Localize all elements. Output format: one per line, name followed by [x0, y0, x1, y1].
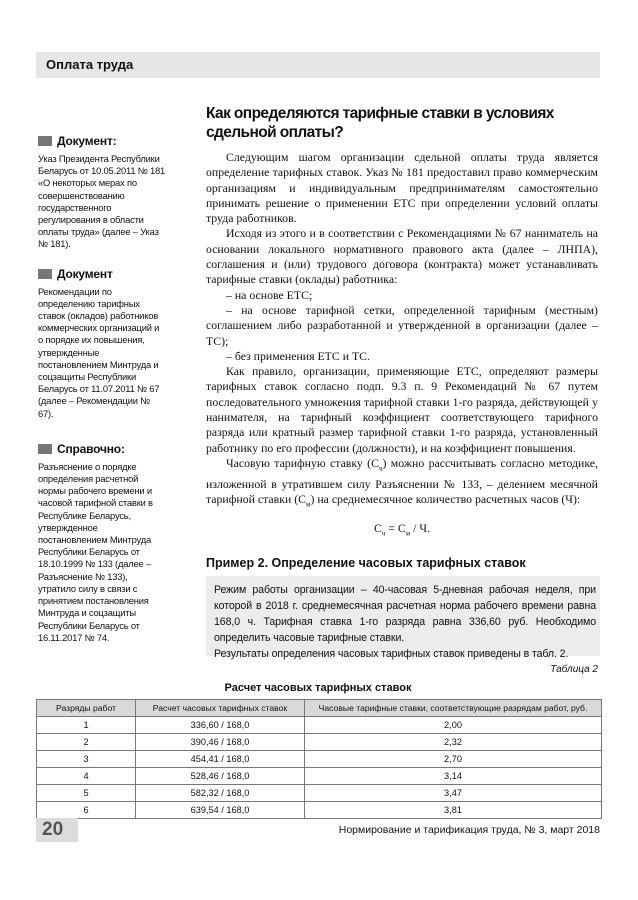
- table-cell: 639,54 / 168,0: [136, 802, 305, 819]
- table-cell: 4: [37, 768, 136, 785]
- sidebar-block-recommendations: [38, 267, 166, 420]
- example-box: [206, 576, 600, 660]
- list-item: – на основе ЕТС;: [226, 287, 313, 302]
- section-header-bar: [36, 52, 600, 78]
- table-row: [37, 768, 602, 785]
- sidebar-text: Указ Президента Республики Беларусь от 10.05.2011 № 181 «О некоторых мерах по совершенствованию государственного регулирования в области оплаты труда» (далее – Указ № 181).: [38, 153, 166, 250]
- table-cell: 582,32 / 168,0: [136, 785, 305, 802]
- paragraph: Следующим шагом организации сдельной оплаты труда является определение тарифных ставок. Указ № 181 предоставил право коммерческим организациям и индивидуальным предпринимателям самостоятельно принимать решение о применении ЕТС при определении условий оплаты труда работников.: [206, 150, 598, 226]
- paragraph-hourly-rate: Часовую тарифную ставку $(С_ч)$ можно рассчитывать согласно методике, изложенной в утратившем силу Разъяснении № 133, – делением месячной тарифной ставки $(С_м)$ на среднемесячное количество расчетных часов (Ч):: [206, 455, 598, 509]
- sidebar-text: Рекомендации по определению тарифных ставок (окладов) работников коммерческих организаций и о порядке их повышения, утвержденные постановлением Минтруда и соцзащиты Республики Беларусь от 11.07.2011 № 67 (далее – Рекомендации № 67).: [38, 285, 160, 419]
- list-item: – на основе тарифной сетки, определенной тарифным (местным) соглашением либо разработанной и утвержденной в организации (далее – ТС);: [206, 302, 598, 348]
- table-cell: 5: [37, 785, 136, 802]
- rates-table: [36, 699, 602, 819]
- page-number: 20: [42, 819, 64, 840]
- table-row: [37, 734, 602, 751]
- sidebar: [38, 134, 166, 660]
- sidebar-block-reference: [38, 442, 166, 644]
- table-row: [37, 785, 602, 802]
- table-cell: 2,00: [305, 717, 602, 734]
- table-header-row: [37, 700, 602, 717]
- journal-info: Нормирование и тарификация труда, № 3, март 2018: [338, 824, 600, 836]
- sidebar-heading: Документ: [57, 266, 113, 281]
- table-row: [37, 751, 602, 768]
- formula: $С_ч = С_м / Ч$.: [373, 520, 431, 537]
- table-cell: 3: [37, 751, 136, 768]
- table-row: [37, 802, 602, 819]
- paragraph: Как правило, организации, применяющие ЕТС, определяют размеры тарифных ставок согласно подп. 9.3 п. 9 Рекомендаций № 67 путем последовательного умножения тарифной ставки 1-го разряда, действующей у нанимателя, на тарифный коэффициент соответствующего тарифного разряда или кратный размер тарифной ставки 1-го разряда, установленный работнику по его профессии (должности), и на коэффициент повышения.: [206, 364, 598, 455]
- article-body: [206, 150, 598, 541]
- column-header: Часовые тарифные ставки, соответствующие разрядам работ, руб.: [305, 700, 602, 717]
- table-cell: 390,46 / 168,0: [136, 734, 305, 751]
- table-cell: 2,32: [305, 734, 602, 751]
- sidebar-text: Разъяснение о порядке определения расчетной нормы рабочего времени и часовой тарифной ставки в Республике Беларусь, утвержденное постановлением Минтруда Республики Беларусь от 18.10.1999 № 133 (далее – Разъяснение № 133), утратило силу в связи с принятием постановления Минтруда и соцзащиты Республики Беларусь от 16.11.2017 № 74.: [38, 460, 153, 643]
- table-cell: 454,41 / 168,0: [136, 751, 305, 768]
- table-cell: 1: [37, 717, 136, 734]
- table-cell: 3,47: [305, 785, 602, 802]
- table-cell: 336,60 / 168,0: [136, 717, 305, 734]
- table-title: Расчет часовых тарифных ставок: [224, 682, 412, 694]
- table-cell: 2: [37, 734, 136, 751]
- sidebar-marker-icon: [38, 136, 52, 146]
- column-header: Разряды работ: [37, 700, 136, 717]
- section-title: Оплата труда: [46, 57, 134, 72]
- sidebar-marker-icon: [38, 444, 52, 454]
- sidebar-heading: Справочно:: [57, 441, 125, 456]
- sidebar-marker-icon: [38, 269, 52, 279]
- paragraph: Исходя из этого и в соответствии с Рекомендациями № 67 наниматель на основании локального нормативного правового акта (далее – ЛНПА), соглашения и (или) трудового договора (контракта) может устанавливать тарифные ставки (оклады) работника:: [206, 226, 598, 287]
- table-cell: 6: [37, 802, 136, 819]
- example-text: Режим работы организации – 40-часовая 5-дневная рабочая неделя, при которой в 2018 г. среднемесячная расчетная норма рабочего времени равна 168,0 ч. Тарифная ставка 1-го разряда равна 336,60 руб. Необходимо определить часовые тарифные ставки. Результаты определения часовых тарифных ставок приведены в табл. 2.: [214, 584, 596, 660]
- table-cell: 2,70: [305, 751, 602, 768]
- table-cell: 528,46 / 168,0: [136, 768, 305, 785]
- article-title: Как определяются тарифные ставки в условиях сдельной оплаты?: [206, 105, 554, 141]
- list-item: – без применения ЕТС и ТС.: [226, 348, 370, 363]
- table-row: [37, 717, 602, 734]
- page-number-box: [36, 818, 78, 842]
- table-cell: 3,14: [305, 768, 602, 785]
- table-cell: 3,81: [305, 802, 602, 819]
- column-header: Расчет часовых тарифных ставок: [136, 700, 305, 717]
- sidebar-block-document: [38, 134, 166, 251]
- sidebar-heading: Документ:: [57, 134, 117, 148]
- example-title: Пример 2. Определение часовых тарифных ставок: [206, 556, 526, 570]
- table-label: Таблица 2: [550, 664, 598, 675]
